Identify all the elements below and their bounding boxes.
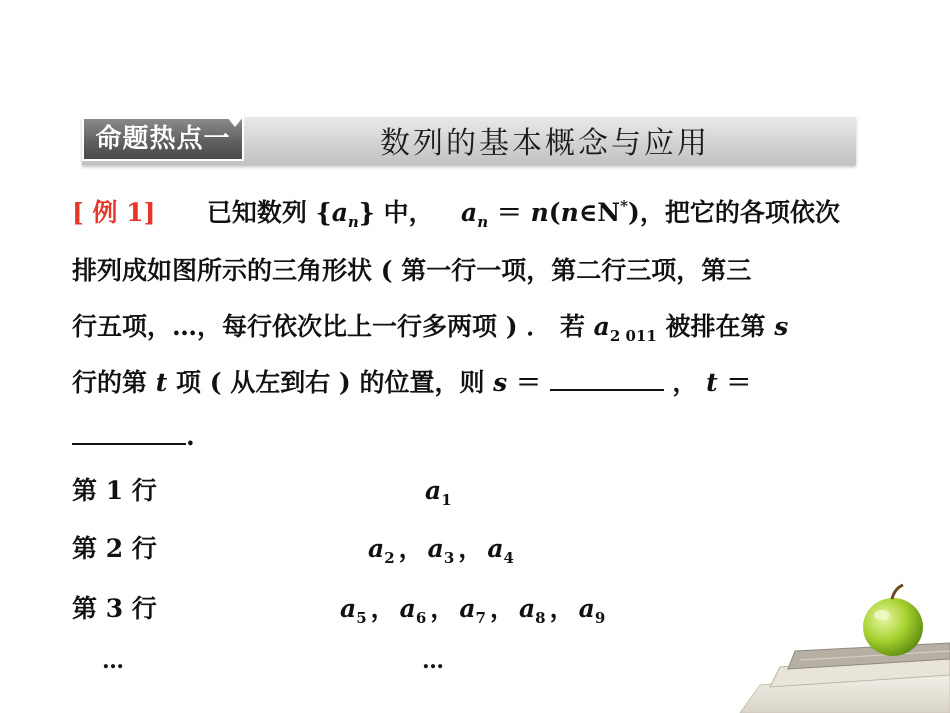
row-terms-3 xyxy=(340,592,605,626)
row-label-2: 第 2 行 xyxy=(72,534,157,563)
tab-notch xyxy=(226,116,244,127)
term-a6: $a_6$ xyxy=(399,594,427,627)
term-a7: $a_7$ xyxy=(459,594,486,627)
row-label-3: 第 3 行 xyxy=(72,594,157,623)
example-tag: [ 例 1] xyxy=(72,198,156,227)
term-separator: ， xyxy=(370,594,396,623)
term-a2: $a_2$ xyxy=(368,534,395,567)
term-a9: $a_9$ xyxy=(578,594,606,627)
answer-blank-t[interactable] xyxy=(72,421,186,445)
term-a3: $a_3$ xyxy=(427,534,455,567)
term-a8: $a_8$ xyxy=(518,594,546,627)
row-terms-2 xyxy=(368,532,514,566)
ellipsis-left: … xyxy=(102,648,125,674)
row-terms-1 xyxy=(425,474,452,508)
problem-line-2: 排列成如图所示的三角形状 ( 第一行一项，第二行三项，第三 xyxy=(72,256,752,285)
row-label-1: 第 1 行 xyxy=(72,476,157,505)
problem-line-1: [ 例 1] 已知数列 $\{a_n\}$ 中， $a_n$ ＝ n(n∈N*)，把它的各项依次 xyxy=(72,197,840,231)
term-a1: $a_1$ xyxy=(425,476,452,509)
term-a5: $a_5$ xyxy=(340,594,367,627)
section-tab: 命题热点一 xyxy=(82,117,244,161)
term-separator: ， xyxy=(458,534,484,563)
term-separator: ， xyxy=(398,534,424,563)
section-title: 数列的基本概念与应用 xyxy=(380,126,710,161)
term-separator: ， xyxy=(549,594,575,623)
term-separator: ， xyxy=(489,594,515,623)
term-a4: $a_4$ xyxy=(487,534,514,567)
term-separator: ， xyxy=(430,594,456,623)
problem-line-4: 行的第 t 项 ( 从左到右 ) 的位置，则 s ＝ ， t ＝ xyxy=(72,368,752,397)
answer-blank-s[interactable] xyxy=(550,367,664,391)
problem-line-5: . xyxy=(72,420,195,454)
problem-line-3: 行五项，…，每行依次比上一行多两项 ) ． 若 $a_{2 011}$ 被排在第 s xyxy=(72,312,789,345)
apple-on-books-icon xyxy=(700,575,950,713)
ellipsis-center: … xyxy=(422,648,445,674)
